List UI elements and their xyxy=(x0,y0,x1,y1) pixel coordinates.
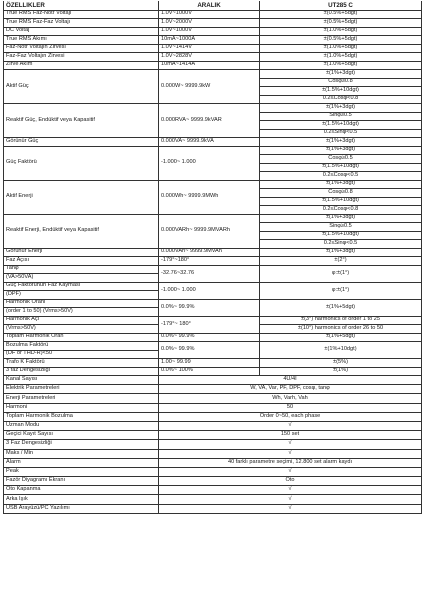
accuracy-cell: ±(1.0%+5dgt) xyxy=(260,27,422,36)
accuracy-cell: ±(1%+3dgt) xyxy=(260,248,422,257)
feature-value-cell: W, VA, Var, PF, DPF, cosφ, tanφ xyxy=(159,385,422,394)
accuracy-cell: ±(1%+3dgt) xyxy=(260,180,422,189)
accuracy-cell: ±(1.0%+5dgt) xyxy=(260,61,422,70)
table-row xyxy=(4,495,422,504)
table-row xyxy=(4,138,422,147)
table-row xyxy=(4,359,422,368)
feature-cell: Kanal Sayısı xyxy=(4,376,159,385)
table-row xyxy=(4,10,422,19)
feature-cell: Peak xyxy=(4,467,159,476)
feature-cell: Görünür Güç xyxy=(4,138,159,147)
table-row xyxy=(4,104,422,113)
accuracy-cell: φ:±(1°) xyxy=(260,265,422,282)
condition-cell: 0.2≤Cosφ<0.5 xyxy=(260,172,422,181)
accuracy-cell: ±(1%+3dgt) xyxy=(260,70,422,79)
header-model: UT285 C xyxy=(260,1,422,10)
range-cell: 1.0V~2828V xyxy=(159,53,260,62)
feature-value-cell: 150 set xyxy=(159,431,422,440)
accuracy-cell: ±(1%+3dgt) xyxy=(260,214,422,223)
feature-cell: Reaktif Güç, Endüktif veya Kapasitif xyxy=(4,104,159,138)
table-row xyxy=(4,440,422,449)
accuracy-cell: ±(0.5%+5dgt) xyxy=(260,36,422,45)
feature-cell: Harmonik Oranı xyxy=(4,299,159,308)
feature-value-cell: 50 xyxy=(159,403,422,412)
range-cell: -1.000~ 1.000 xyxy=(159,146,260,180)
feature-value-cell: Oto xyxy=(159,477,422,486)
condition-cell: Cosφ≥0.8 xyxy=(260,78,422,87)
table-row xyxy=(4,19,422,28)
table-row xyxy=(4,299,422,308)
condition-cell: 0.2≤Cosφ<0.8 xyxy=(260,206,422,215)
table-row xyxy=(4,180,422,189)
accuracy-cell: ±(1.0%+5dgt) xyxy=(260,53,422,62)
header-range: ARALIK xyxy=(159,1,260,10)
table-row xyxy=(4,282,422,291)
condition-cell: Sinφ≥0.5 xyxy=(260,112,422,121)
feature-cell: Harmonik Açı xyxy=(4,316,159,325)
table-row xyxy=(4,385,422,394)
feature-cell: Toplam Harmonik Oran xyxy=(4,333,159,342)
table-row xyxy=(4,61,422,70)
condition-cell: 0.2≤Cosφ<0.8 xyxy=(260,95,422,104)
condition-cell: Cosφ≥0.5 xyxy=(260,155,422,164)
accuracy-cell: ±(1%+10dgt) xyxy=(260,342,422,359)
range-cell: 0.0%~ 99.9% xyxy=(159,333,260,342)
condition-cell: Sinφ≥0.5 xyxy=(260,223,422,232)
spec-table xyxy=(3,1,422,514)
table-row xyxy=(4,504,422,513)
table-row xyxy=(4,458,422,467)
table-row xyxy=(4,257,422,266)
range-cell: 10mA~1000A xyxy=(159,36,260,45)
table-row xyxy=(4,367,422,376)
accuracy-cell: φ:±(1°) xyxy=(260,282,422,299)
table-row xyxy=(4,36,422,45)
accuracy-cell: ±(1.5%+10dgt) xyxy=(260,197,422,206)
accuracy-cell: ±(1%+3dgt) xyxy=(260,138,422,147)
range-cell: 10mA~1414A xyxy=(159,61,260,70)
feature-cell: Faz Açısı xyxy=(4,257,159,266)
feature-cell: DC Voltaj xyxy=(4,27,159,36)
feature-cell: Trafo K Faktörü xyxy=(4,359,159,368)
accuracy-cell: ±(1%+3dgt) xyxy=(260,146,422,155)
range-cell: 0.000Wh~ 9999.9MWh xyxy=(159,180,260,214)
feature-value-cell: √ xyxy=(159,440,422,449)
table-row xyxy=(4,70,422,79)
feature-cell: Harmoni xyxy=(4,403,159,412)
accuracy-cell: ±(1%+5dgt) xyxy=(260,299,422,316)
feature-value-cell: √ xyxy=(159,486,422,495)
feature-cell: Güç Faktörü xyxy=(4,146,159,180)
header-row xyxy=(4,1,422,10)
feature-cell: Oto Kapanma xyxy=(4,486,159,495)
accuracy-cell: ±(1.5%+10dgt) xyxy=(260,231,422,240)
feature-cell: Arka Işık xyxy=(4,495,159,504)
feature-cell: Görünür Enerji xyxy=(4,248,159,257)
table-row xyxy=(4,342,422,351)
accuracy-cell: ±(1.5%+10dgt) xyxy=(260,87,422,96)
accuracy-cell: ±(1.5%+10dgt) xyxy=(260,121,422,130)
accuracy-cell: ±(1.5%+10dgt) xyxy=(260,163,422,172)
feature-value-cell: 40 farklı parametre seçimi, 12.800 set alarm kaydı xyxy=(159,458,422,467)
range-cell: 0.000VARh~ 9999.9MVARh xyxy=(159,214,260,248)
feature-cell-sub: (VA>50VA) xyxy=(4,274,159,283)
feature-cell: True RMS Akımı xyxy=(4,36,159,45)
range-cell: 1.0V~2000V xyxy=(159,19,260,28)
feature-value-cell: √ xyxy=(159,495,422,504)
feature-cell: Faz-Nötr Voltajın Zirvesi xyxy=(4,44,159,53)
accuracy-cell: ±(1%+5dgt) xyxy=(260,333,422,342)
range-cell: 0.000RVA~ 9999.9kVAR xyxy=(159,104,260,138)
table-row xyxy=(4,421,422,430)
feature-value-cell: √ xyxy=(159,504,422,513)
accuracy-cell: ±(5%) xyxy=(260,359,422,368)
feature-value-cell: √ xyxy=(159,449,422,458)
accuracy-cell: ±(0.5%+5dgt) xyxy=(260,19,422,28)
feature-cell: Uzman Modu xyxy=(4,421,159,430)
table-row xyxy=(4,265,422,274)
range-cell: 1.00~ 99.99 xyxy=(159,359,260,368)
table-row xyxy=(4,53,422,62)
feature-cell: 3 Faz Dengesizliği xyxy=(4,440,159,449)
feature-cell: Zirve Akım xyxy=(4,61,159,70)
accuracy-cell: ±(1%) xyxy=(260,367,422,376)
table-row xyxy=(4,316,422,325)
feature-cell-sub: (Vrms>50V) xyxy=(4,325,159,334)
range-cell: 0.000VA~ 9999.9kVA xyxy=(159,138,260,147)
table-row xyxy=(4,467,422,476)
feature-cell: Faz-Faz Voltajın Zirvesi xyxy=(4,53,159,62)
feature-value-cell: Order 0~50, each phase xyxy=(159,412,422,421)
feature-cell: Aktif Güç xyxy=(4,70,159,104)
feature-cell: Reaktif Enerji, Endüktif veya Kapasitif xyxy=(4,214,159,248)
range-cell: 1.0V~1414V xyxy=(159,44,260,53)
feature-cell: Güç Faktörünün Faz Kayması xyxy=(4,282,159,291)
range-cell: 0.0%~ 99.9% xyxy=(159,342,260,359)
range-cell: 0.0%~ 100% xyxy=(159,367,260,376)
table-row xyxy=(4,486,422,495)
feature-cell: Geçici Kayıt Sayısı xyxy=(4,431,159,440)
range-cell: -1.000~ 1.000 xyxy=(159,282,260,299)
feature-cell: Fazör Diyagramı Ekranı xyxy=(4,477,159,486)
table-row xyxy=(4,449,422,458)
range-cell: 0.000W~ 9999.9kW xyxy=(159,70,260,104)
table-row xyxy=(4,412,422,421)
accuracy-cell: ±(1%+3dgt) xyxy=(260,104,422,113)
table-row xyxy=(4,376,422,385)
accuracy-cell: ±(1.0%+5dgt) xyxy=(260,44,422,53)
feature-cell: Toplam Harmonik Bozulma xyxy=(4,412,159,421)
feature-cell-sub: (DPF) xyxy=(4,291,159,300)
header-features: ÖZELLIKLER xyxy=(4,1,159,10)
feature-cell-sub: (order 1 to 50) (Vrms>50V) xyxy=(4,308,159,317)
feature-cell: 3 faz Dengesizliği xyxy=(4,367,159,376)
table-row xyxy=(4,431,422,440)
accuracy-cell: ±(10°) harmonics of order 26 to 50 xyxy=(260,325,422,334)
range-cell: -179°~ 180° xyxy=(159,316,260,333)
table-row xyxy=(4,477,422,486)
feature-value-cell: √ xyxy=(159,467,422,476)
condition-cell: Cosφ≥0.8 xyxy=(260,189,422,198)
feature-cell-sub: (DF or THD-R)<50 xyxy=(4,350,159,359)
feature-value-cell: 4U/4I xyxy=(159,376,422,385)
range-cell: 0.000VAh~ 9999.9MVAh xyxy=(159,248,260,257)
feature-cell: Aktif Enerji xyxy=(4,180,159,214)
feature-cell: Enerji Parametreleri xyxy=(4,394,159,403)
feature-cell: Elektrik Parametreleri xyxy=(4,385,159,394)
feature-cell: True RMS Faz-Nötr Voltajı xyxy=(4,10,159,19)
accuracy-cell: ±(3°) harmonics of order 1 to 25 xyxy=(260,316,422,325)
feature-cell: Maks / Min xyxy=(4,449,159,458)
range-cell: 1.0V~1000V xyxy=(159,27,260,36)
table-row xyxy=(4,44,422,53)
accuracy-cell: ±(0.5%+5dgt) xyxy=(260,10,422,19)
table-row xyxy=(4,248,422,257)
table-row xyxy=(4,333,422,342)
feature-cell: Bozulma Faktörü xyxy=(4,342,159,351)
feature-value-cell: Wh, Varh, Vah xyxy=(159,394,422,403)
range-cell: 0.0%~ 99.9% xyxy=(159,299,260,316)
table-row xyxy=(4,394,422,403)
condition-cell: 0.2≤Sinφ<0.5 xyxy=(260,129,422,138)
condition-cell: 0.2≤Sinφ<0.5 xyxy=(260,240,422,249)
table-row xyxy=(4,403,422,412)
range-cell: -32.76~32.76 xyxy=(159,265,260,282)
table-row xyxy=(4,27,422,36)
range-cell: -179°~180° xyxy=(159,257,260,266)
accuracy-cell: ±(2°) xyxy=(260,257,422,266)
feature-cell: True RMS Faz-Faz Voltajı xyxy=(4,19,159,28)
range-cell: 1.0V~1000V xyxy=(159,10,260,19)
feature-value-cell: √ xyxy=(159,421,422,430)
table-row xyxy=(4,214,422,223)
feature-cell: Tanφ xyxy=(4,265,159,274)
feature-cell: Alarm xyxy=(4,458,159,467)
table-row xyxy=(4,146,422,155)
feature-cell: USB Arayüzü/PC Yazılımı xyxy=(4,504,159,513)
